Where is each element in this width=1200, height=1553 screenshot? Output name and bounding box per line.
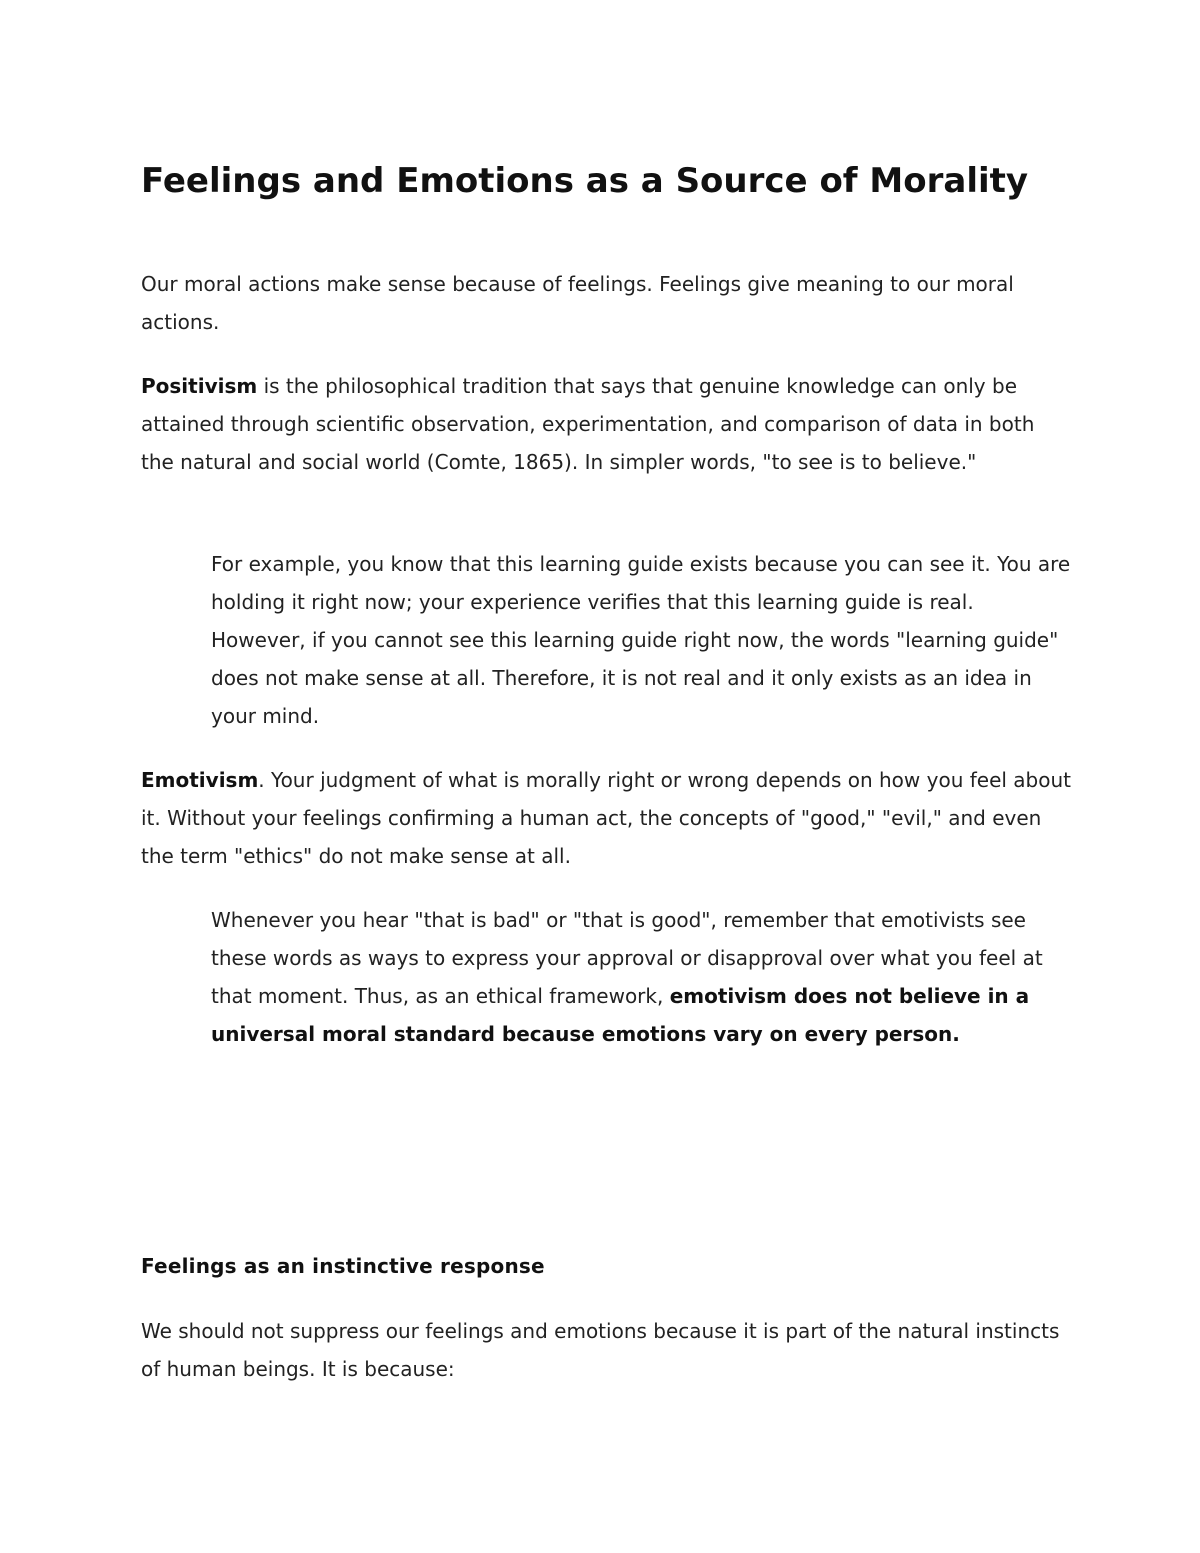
positivism-paragraph xyxy=(141,367,1071,481)
instinct-paragraph: We should not suppress our feelings and emotions because it is part of the natural instincts of human beings. It is because: xyxy=(141,1319,1060,1381)
intro-paragraph: Our moral actions make sense because of feelings. Feelings give meaning to our moral actions. xyxy=(141,272,1014,334)
emotivism-example-text: Whenever you hear "that is bad" or "that is good", remember that emotivists see these words as ways to express your approval or disapproval over what you feel at that moment. Thus, as an ethical framework, xyxy=(211,908,1043,1008)
positivism-term: Positivism xyxy=(141,374,258,398)
positivism-definition: is the philosophical tradition that says that genuine knowledge can only be attained through scientific observation, experimentation, and comparison of data in both the natural and social world (Comte, 1865). In simpler words, "to see is to believe." xyxy=(141,374,1035,474)
emotivism-example-bold-statement: emotivism does not believe in a universal moral standard because emotions vary on every person. xyxy=(211,984,1030,1046)
positivism-example-paragraph: For example, you know that this learning guide exists because you can see it. You are holding it right now; your experience verifies that this learning guide is real. However, if you cannot see this learning guide right now, the words "learning guide" does not make sense at all. Therefore, it is not real and it only exists as an idea in your mind. xyxy=(211,552,1071,728)
section-subheading: Feelings as an instinctive response xyxy=(141,1254,545,1278)
emotivism-term: Emotivism xyxy=(141,768,259,792)
page-title: Feelings and Emotions as a Source of Morality xyxy=(141,161,1029,201)
emotivism-definition: . Your judgment of what is morally right or wrong depends on how you feel about it. Without your feelings confirming a human act, the concepts of "good," "evil," and even the term "ethics" do not make sense at all. xyxy=(141,768,1072,868)
emotivism-paragraph xyxy=(141,761,1071,875)
emotivism-example-paragraph xyxy=(211,901,1071,1053)
